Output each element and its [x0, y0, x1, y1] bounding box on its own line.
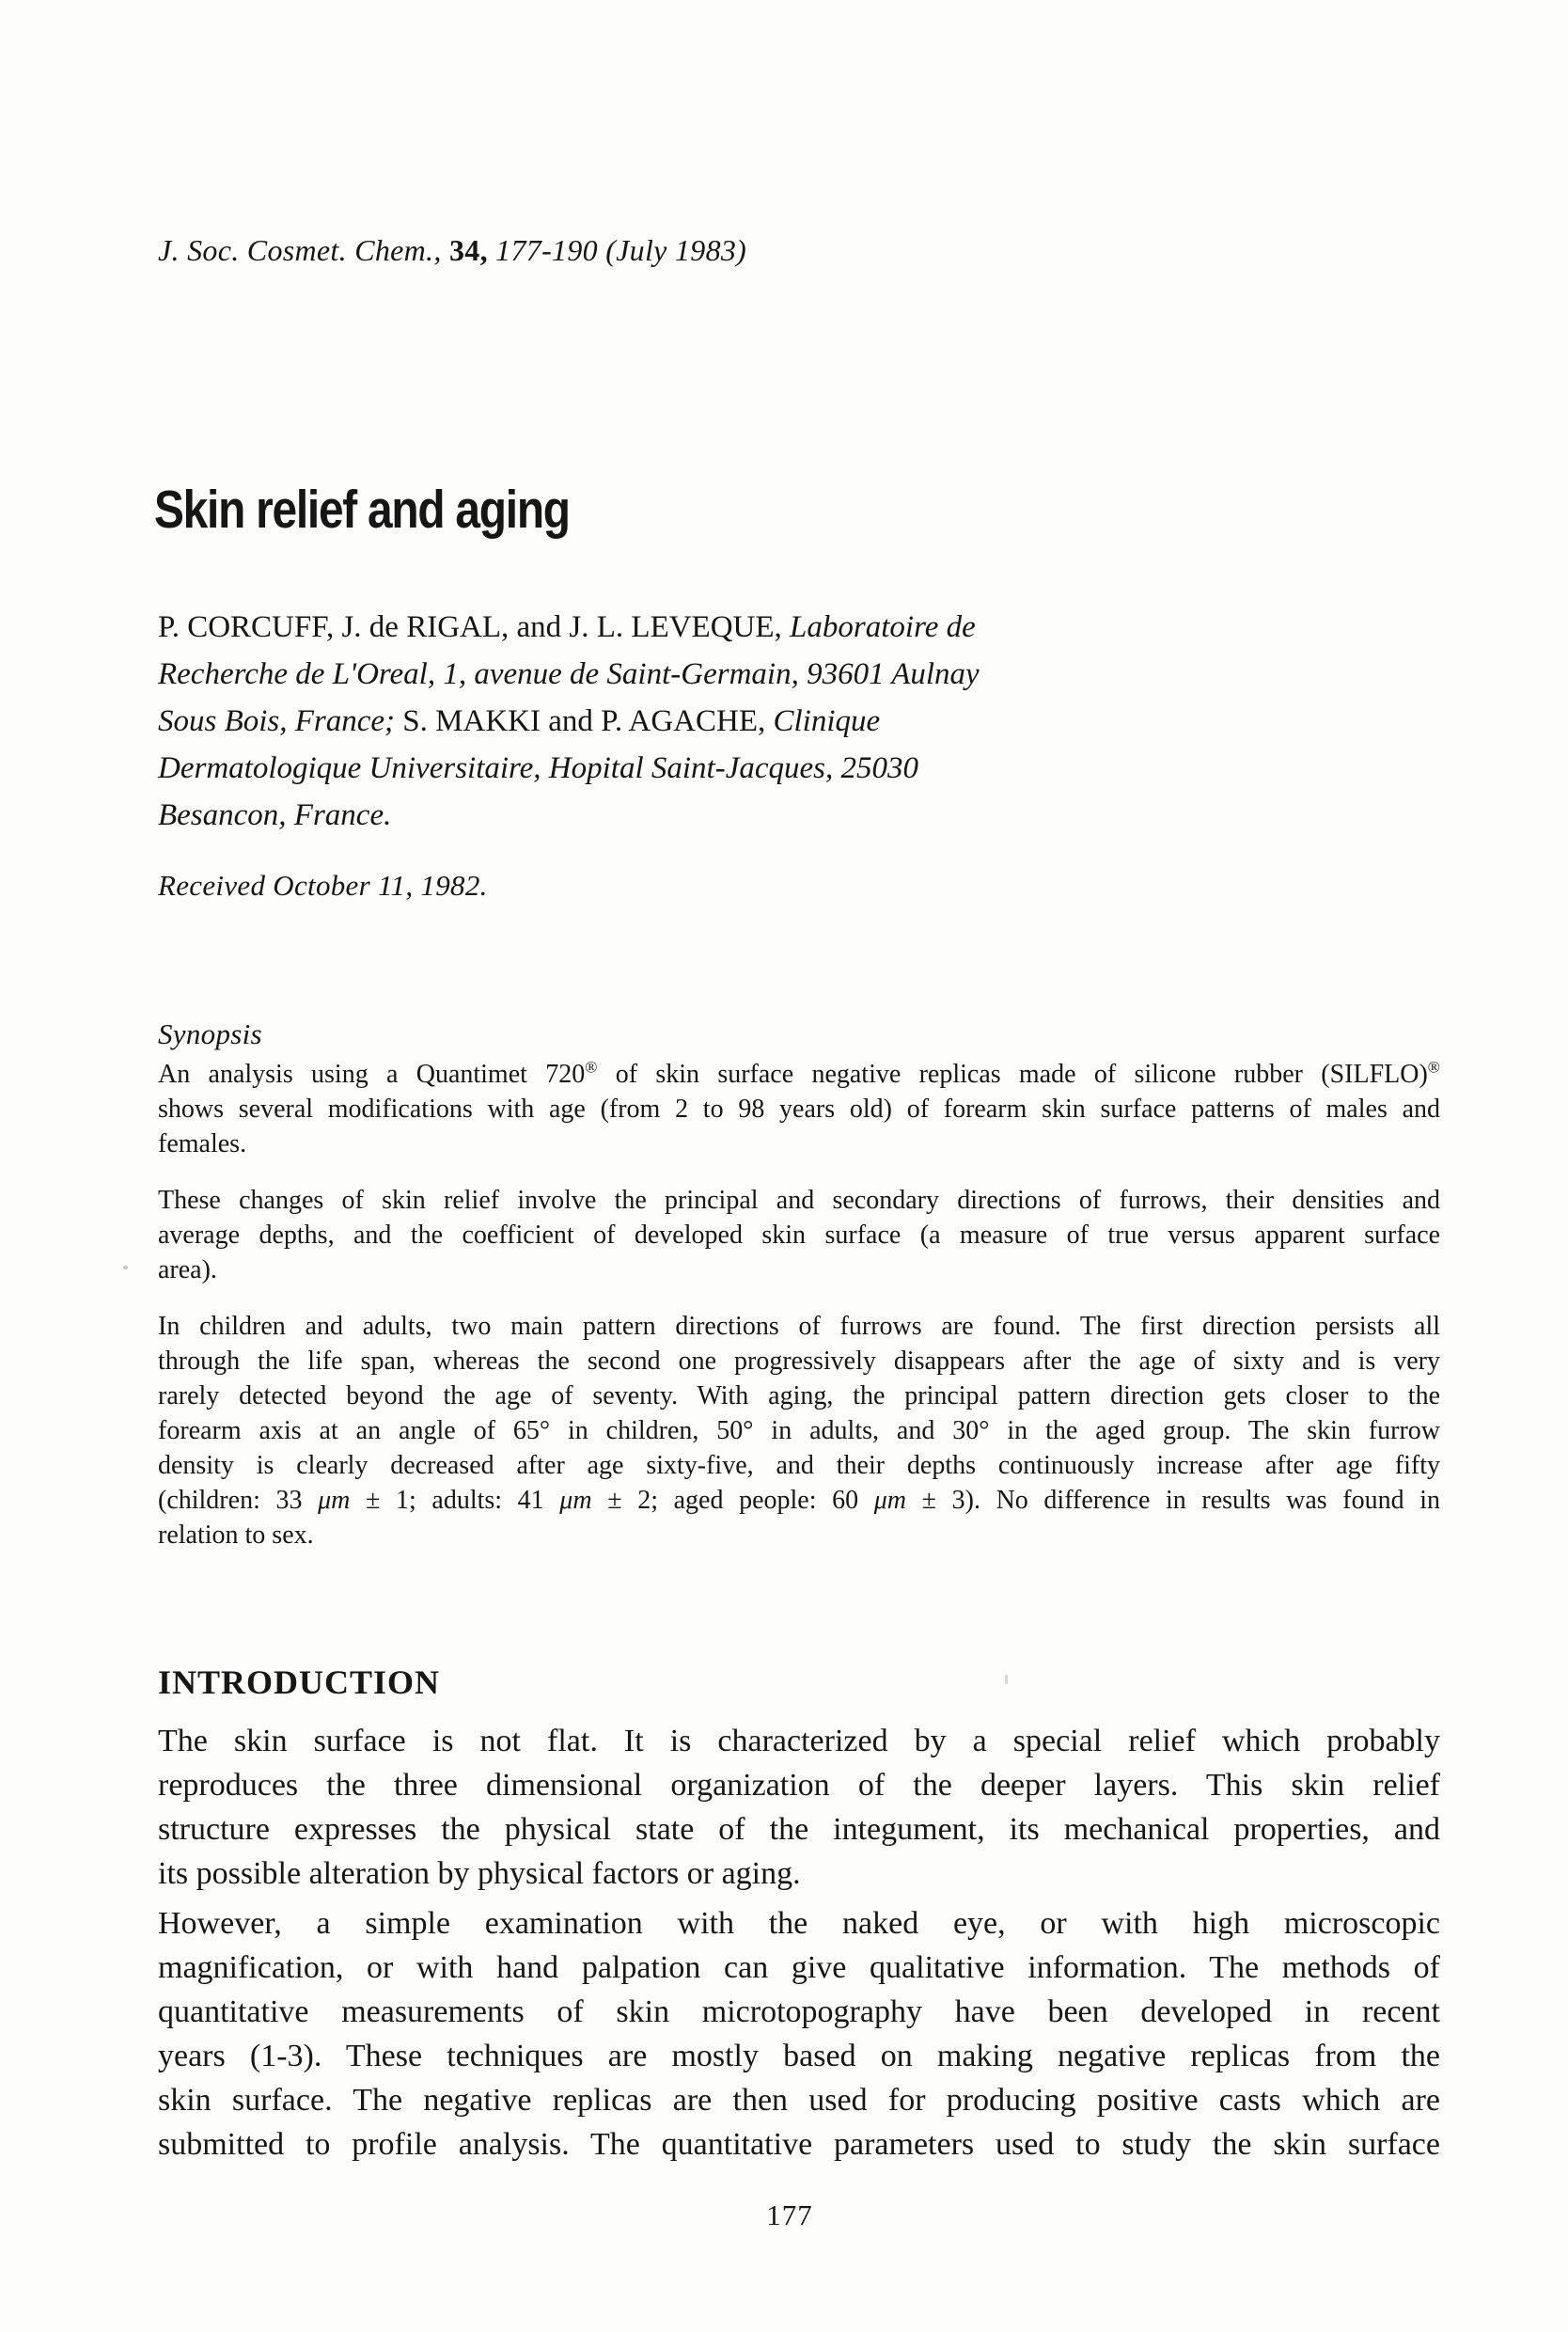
journal-citation-line: J. Soc. Cosmet. Chem., 34, 177-190 (July 1983) [158, 233, 747, 267]
introduction-paragraph-2: However, a simple examination with the naked eye, or with high microscopic magnification, or with hand palpation can give qualitative information. The methods of quantitative measurements of skin microtopography have been developed in recent years (1-3). These techniques are mostly based on making negative replicas from the skin surface. The negative replicas are then used for producing positive casts which are submitted to profile analysis. The quantitative parameters used to study the skin surface [158, 1906, 1440, 2162]
author-affiliation-block: P. CORCUFF, J. de RIGAL, and J. L. LEVEQUE, Laboratoire de Recherche de L'Oreal, 1, avenue de Saint-Germain, 93601 Aulnay Sous Bois, France; S. MAKKI and P. AGACHE, Clinique Dermatologique Universitaire, Hopital Saint-Jacques, 25030 Besancon, France. [158, 610, 980, 832]
received-date-line: Received October 11, 1982. [158, 869, 488, 902]
synopsis-paragraph-2: These changes of skin relief involve the principal and secondary directions of furrows, their densities and average depths, and the coefficient of developed skin surface (a measure of true versus apparent surface area). [158, 1186, 1440, 1284]
scan-speck [1005, 1675, 1008, 1684]
introduction-heading: INTRODUCTION [158, 1663, 441, 1701]
scan-speck [123, 1266, 128, 1269]
synopsis-paragraph-1: An analysis using a Quantimet 720® of skin surface negative replicas made of silicone rubber (SILFLO)® shows several modifications with age (from 2 to 98 years old) of forearm skin surface patterns of males and females. [158, 1058, 1440, 1158]
synopsis-paragraph-3: In children and adults, two main pattern directions of furrows are found. The first direction persists all through the life span, whereas the second one progressively disappears after the age of sixty and is very rarely detected beyond the age of seventy. With aging, the principal pattern direction gets closer to the forearm axis at an angle of 65° in children, 50° in adults, and 30° in the aged group. The skin furrow density is clearly decreased after age sixty-five, and their depths continuously increase after age fifty (children: 33 μm ± 1; adults: 41 μm ± 2; aged people: 60 μm ± 3). No difference in results was found in relation to sex. [158, 1312, 1441, 1550]
synopsis-heading: Synopsis [158, 1017, 262, 1050]
article-title-text: Skin relief and aging [154, 480, 570, 540]
introduction-paragraph-1: The skin surface is not flat. It is characterized by a special relief which probably reproduces the three dimensional organization of the deeper layers. This skin relief structure expresses the physical state of the integument, its mechanical properties, and its possible alteration by physical factors or aging. [158, 1724, 1440, 1891]
page-number: 177 [766, 2198, 813, 2231]
article-title [154, 481, 649, 538]
